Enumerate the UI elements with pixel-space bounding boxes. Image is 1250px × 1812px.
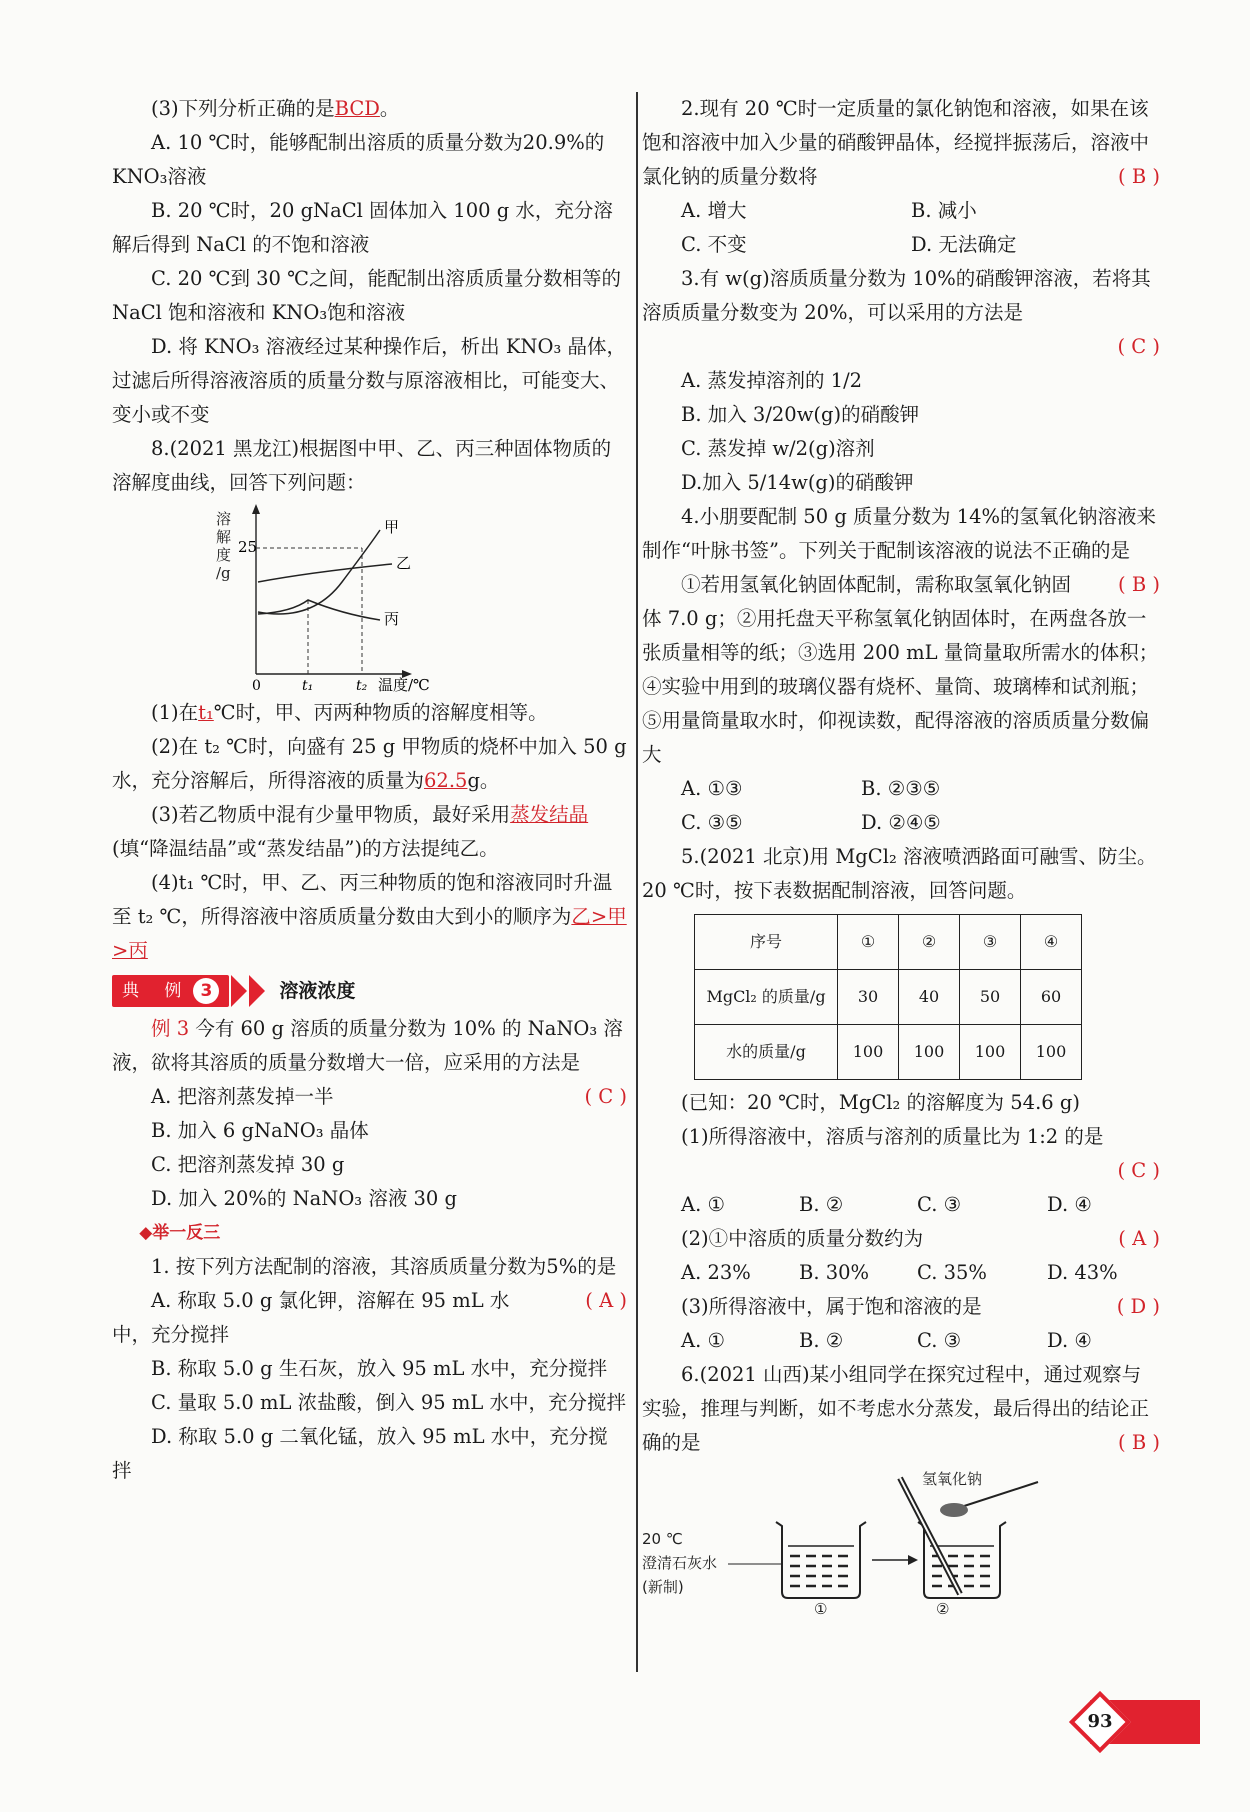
beaker-figure: [642, 1460, 1160, 1620]
q8-1: (1)在t₁℃时，甲、丙两种物质的溶解度相等。: [151, 701, 548, 724]
p3-option-c: C. 蒸发掉 w/2(g)溶剂: [681, 437, 875, 460]
banner-arrow-icon-2: [249, 975, 265, 1007]
process-arrow-head: [908, 1555, 918, 1565]
p5-1-answer: ( C ): [1117, 1159, 1160, 1182]
page-number: 93: [1087, 1711, 1113, 1732]
ex3-option-a: A. 把溶剂蒸发掉一半: [151, 1085, 334, 1108]
p3-option-b: B. 加入 3/20w(g)的硝酸钾: [681, 403, 920, 426]
table-cell: 100: [899, 1025, 960, 1080]
ex3-option-d: D. 加入 20%的 NaNO₃ 溶液 30 g: [151, 1187, 458, 1210]
table-cell: 100: [1021, 1025, 1082, 1080]
label-bing: 丙: [384, 610, 400, 628]
beaker-1: [776, 1522, 866, 1598]
column-divider: [636, 92, 638, 1672]
p5-1-options: A. ① B. ② C. ③ D. ④: [681, 1193, 1092, 1216]
q8-3: (3)若乙物质中混有少量甲物质，最好采用蒸发结晶(填“降温结晶”或“蒸发结晶”)的方法提纯乙。: [112, 803, 589, 860]
label-t1: t₁: [302, 678, 314, 692]
p5-1-stem: (1)所得溶液中，溶质与溶剂的质量比为 1:2 的是: [681, 1125, 1104, 1148]
right-column: [642, 92, 1160, 1620]
tick-25: 25: [238, 538, 258, 556]
table-header-3: ③: [960, 915, 1021, 970]
fig-beaker1-label: ①: [814, 1600, 828, 1618]
p6-stem: 6.(2021 山西)某小组同学在探究过程中，通过观察与实验，推理与判断，如不考虑水分蒸发，最后得出的结论正确的是 ( B ): [642, 1363, 1160, 1454]
p4-stem: 4.小朋要配制 50 g 质量分数为 14%的氢氧化钠溶液来制作“叶脉书签”。下列关于配制该溶液的说法不正确的是 ( B ): [642, 505, 1160, 596]
solubility-chart: [112, 502, 627, 692]
p4-options-row1: A. ①③ B. ②③⑤: [681, 777, 941, 800]
q3-option-b: B. 20 ℃时，20 gNaCl 固体加入 100 g 水，充分溶解后得到 NaCl 的不饱和溶液: [112, 199, 613, 256]
ex3-stem: 例 3 今有 60 g 溶质的质量分数为 10% 的 NaNO₃ 溶液，欲将其溶质的质量分数增大一倍，应采用的方法是 ( C ): [112, 1017, 627, 1108]
p2-options-row1: A. 增大 B. 减小: [681, 199, 977, 222]
p5-2-options: A. 23% B. 30% C. 35% D. 43%: [681, 1261, 1118, 1284]
mgcl2-table: [694, 914, 1082, 1080]
table-header-2: ②: [899, 915, 960, 970]
chart-ylabel-2: 解: [216, 528, 232, 546]
q3-option-c: C. 20 ℃到 30 ℃之间，能配制出溶质质量分数相等的 NaCl 饱和溶液和 KNO₃饱和溶液: [112, 267, 621, 324]
chart-ylabel-1: 溶: [216, 510, 232, 528]
p3-answer: ( C ): [1117, 335, 1160, 358]
label-t2: t₂: [356, 678, 368, 692]
table-cell: 100: [960, 1025, 1021, 1080]
p3-stem: 3.有 w(g)溶质质量分数为 10%的硝酸钾溶液，若将其溶质质量分数变为 20%，可以采用的方法是: [642, 267, 1151, 324]
page-number-badge: [1087, 1700, 1200, 1744]
p5-2-stem: (2)①中溶质的质量分数约为 ( A ): [681, 1227, 1160, 1250]
left-column: [112, 92, 627, 1488]
table-cell: 40: [899, 970, 960, 1025]
chart-ylabel-4: /g: [216, 564, 231, 582]
q8-4: (4)t₁ ℃时，甲、乙、丙三种物质的饱和溶液同时升温至 t₂ ℃，所得溶液中溶质质量分数由大到小的顺序为乙>甲>丙: [112, 871, 627, 962]
q3-option-a: A. 10 ℃时，能够配制出溶质的质量分数为20.9%的 KNO₃溶液: [112, 131, 605, 188]
table-cell: 50: [960, 970, 1021, 1025]
table-header-4: ④: [1021, 915, 1082, 970]
fig-beaker2-label: ②: [936, 1600, 950, 1618]
table-row-water-label: 水的质量/g: [695, 1025, 838, 1080]
p5-note: (已知：20 ℃时，MgCl₂ 的溶解度为 54.6 g): [681, 1091, 1080, 1114]
label-jia: 甲: [384, 518, 400, 536]
p2-options-row2: C. 不变 D. 无法确定: [681, 233, 1017, 256]
label-yi: 乙: [396, 554, 412, 572]
table-cell: 60: [1021, 970, 1082, 1025]
fig-temp-label: 20 ℃: [642, 1530, 683, 1548]
p2-stem: 2.现有 20 ℃时一定质量的氯化钠饱和溶液，如果在该饱和溶液中加入少量的硝酸钾晶体，经搅拌振荡后，溶液中氯化钠的质量分数将 ( B ): [642, 97, 1160, 188]
y-axis-arrow: [252, 504, 260, 514]
fig-limewater-label: 澄清石灰水: [642, 1554, 718, 1572]
table-cell: 30: [838, 970, 899, 1025]
q3-stem: (3)下列分析正确的是BCD。: [151, 97, 400, 120]
p3-option-a: A. 蒸发掉溶剂的 1/2: [681, 369, 863, 392]
chart-ylabel-3: 度: [216, 546, 232, 564]
p1-option-b: B. 称取 5.0 g 生石灰，放入 95 mL 水中，充分搅拌: [151, 1357, 608, 1380]
table-header-1: ①: [838, 915, 899, 970]
ex3-option-b: B. 加入 6 gNaNO₃ 晶体: [151, 1119, 369, 1142]
juyi-heading: ◆举一反三: [139, 1223, 221, 1243]
banner-title: 溶液浓度: [279, 980, 356, 1002]
fig-naoh-label: 氢氧化钠: [922, 1470, 983, 1488]
ex3-option-c: C. 把溶剂蒸发掉 30 g: [151, 1153, 345, 1176]
table-header-label: 序号: [695, 915, 838, 970]
banner-tag: 典 例 3: [112, 975, 229, 1007]
p5-3-stem: (3)所得溶液中，属于饱和溶液的是 ( D ): [681, 1295, 1160, 1318]
p5-stem: 5.(2021 北京)用 MgCl₂ 溶液喷洒路面可融雪、防尘。20 ℃时，按下表数据配制溶液，回答问题。: [642, 845, 1157, 902]
banner-arrow-icon: [231, 975, 247, 1007]
p1-option-a: A. 称取 5.0 g 氯化钾，溶解在 95 mL 水中，充分搅拌: [112, 1289, 510, 1346]
table-row-mgcl2-label: MgCl₂ 的质量/g: [695, 970, 838, 1025]
p3-option-d: D.加入 5/14w(g)的硝酸钾: [681, 471, 914, 494]
p1-option-d: D. 称取 5.0 g 二氧化锰，放入 95 mL 水中，充分搅拌: [112, 1425, 608, 1482]
table-cell: 100: [838, 1025, 899, 1080]
q8-2: (2)在 t₂ ℃时，向盛有 25 g 甲物质的烧杯中加入 50 g 水，充分溶解后，所得溶液的质量为62.5g。: [112, 735, 627, 792]
label-origin: 0: [252, 678, 261, 692]
p1-option-c: C. 量取 5.0 mL 浓盐酸，倒入 95 mL 水中，充分搅拌: [151, 1391, 627, 1414]
beaker-2: [900, 1478, 1038, 1598]
label-xaxis: 温度/℃: [378, 676, 430, 692]
fig-fresh-label: (新制): [642, 1578, 684, 1596]
example-banner: [112, 972, 627, 1010]
p5-3-options: A. ① B. ② C. ③ D. ④: [681, 1329, 1092, 1352]
curve-yi: [258, 564, 392, 582]
p4-body: ①若用氢氧化钠固体配制，需称取氢氧化钠固体 7.0 g；②用托盘天平称氢氧化钠固体时，在两盘各放一张质量相等的纸；③选用 200 mL 量筒量取所需水的体积；④实验中用到的玻璃仪器有烧杯、量筒、玻璃棒和试剂瓶；⑤用量筒量取水时，仰视读数，配得溶液的溶质质量分数偏大: [642, 573, 1159, 766]
q3-option-d: D. 将 KNO₃ 溶液经过某种操作后，析出 KNO₃ 晶体，过滤后所得溶液溶质的质量分数与原溶液相比，可能变大、变小或不变: [112, 335, 626, 426]
q8-stem: 8.(2021 黑龙江)根据图中甲、乙、丙三种固体物质的溶解度曲线，回答下列问题：: [112, 437, 612, 494]
p1-stem: 1. 按下列方法配制的溶液，其溶质质量分数为5%的是 ( A ): [151, 1255, 627, 1312]
p4-options-row2: C. ③⑤ D. ②④⑤: [681, 811, 941, 834]
